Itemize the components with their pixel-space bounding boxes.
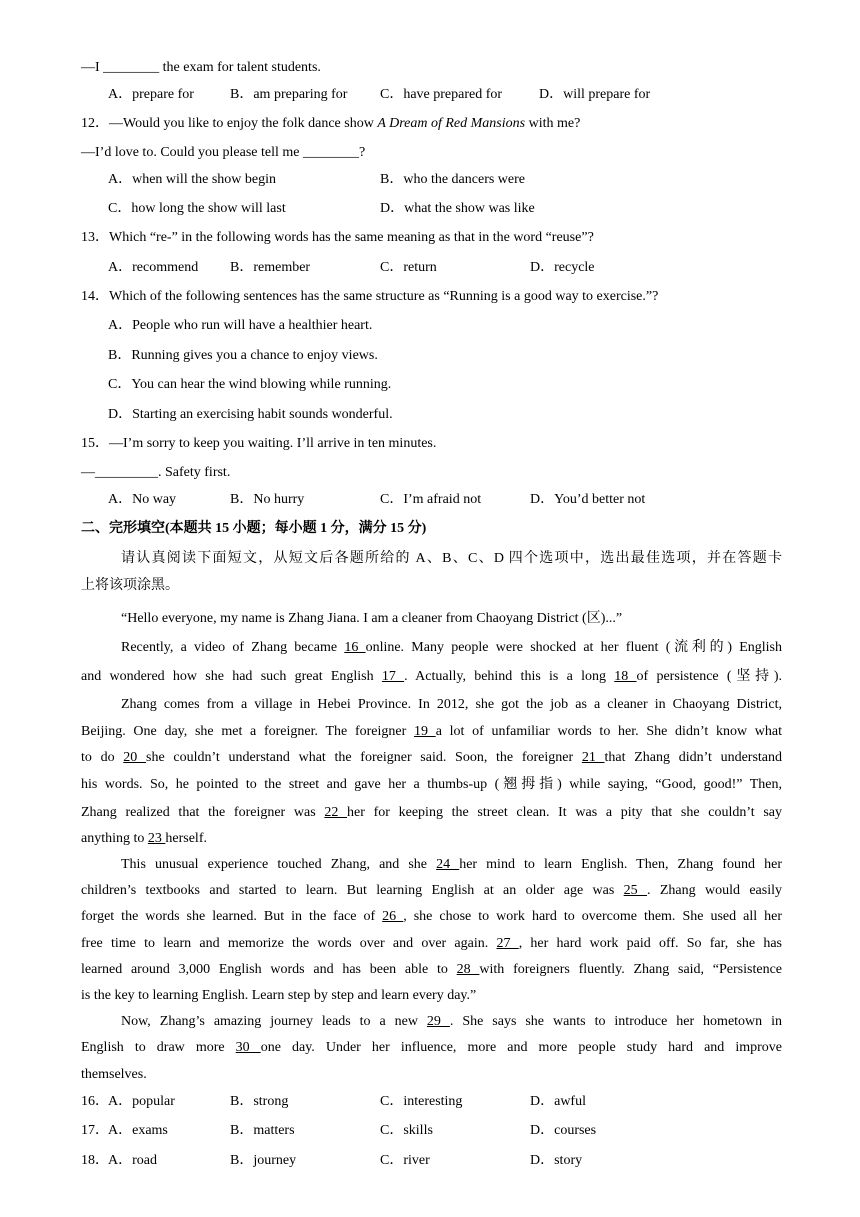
question-number: 17．	[81, 1123, 109, 1138]
q12-show-title: A Dream of Red Mansions	[377, 116, 526, 131]
question-number: 16．	[81, 1094, 109, 1109]
q13-option-b: B．remember	[230, 260, 311, 275]
blank-27: 27	[496, 936, 519, 951]
q13-option-d: D．recycle	[530, 260, 595, 275]
option-d: D．courses	[530, 1123, 597, 1138]
blank-29: 29	[426, 1014, 450, 1029]
blank-25: 25	[623, 883, 648, 898]
blank-19: 19	[413, 724, 436, 739]
passage-line: themselves.	[81, 1067, 147, 1082]
passage-line: his words. So, he pointed to the street and gave her a thumbs-up (翘拇指) while saying, “Good, good!” Then,	[81, 777, 782, 792]
q13-option-c: C．return	[380, 260, 437, 275]
q11-option-a: A．prepare for	[108, 87, 194, 102]
option-b: B．journey	[230, 1153, 297, 1168]
q12-option-d: D．what the show was like	[380, 201, 535, 216]
q14-option-d: D．Starting an exercising habit sounds wonderful.	[108, 407, 393, 422]
blank-21: 21	[581, 750, 605, 765]
q11-option-d: D．will prepare for	[539, 87, 651, 102]
q11-option-b: B．am preparing for	[230, 87, 348, 102]
option-c: C．interesting	[380, 1094, 463, 1109]
option-b: B．matters	[230, 1123, 295, 1138]
option-d: D．story	[530, 1153, 583, 1168]
passage-line: Zhang comes from a village in Hebei Province. In 2012, she got the job as a cleaner in Chaoyang District,	[121, 697, 782, 712]
blank-24: 24	[436, 857, 460, 872]
passage-line: is the key to learning English. Learn step by step and learn every day.”	[81, 988, 477, 1003]
q15-option-c: C．I’m afraid not	[380, 492, 482, 507]
passage-line: Now, Zhang’s amazing journey leads to a new 29 . She says she wants to introduce her hometown in	[121, 1014, 783, 1029]
q12-answer-line: —I’d love to. Could you please tell me ________?	[81, 145, 366, 160]
q15-stem: 15．—I’m sorry to keep you waiting. I’ll arrive in ten minutes.	[81, 436, 437, 451]
passage-line: and wondered how she had such great English 17 . Actually, behind this is a long 18 of persistence (坚持).	[81, 669, 782, 684]
q12-option-b: B．who the dancers were	[380, 172, 526, 187]
option-a: A．exams	[108, 1123, 168, 1138]
q15-answer-line: —_________. Safety first.	[81, 465, 231, 480]
q12-option-c: C．how long the show will last	[108, 201, 286, 216]
passage-line: children’s textbooks and started to learn. But learning English at an older age was 25 . Zhang would easily	[81, 883, 782, 898]
blank-20: 20	[123, 750, 146, 765]
passage-opening: “Hello everyone, my name is Zhang Jiana. I am a cleaner from Chaoyang District (区)...”	[121, 611, 623, 626]
passage-line: English to draw more 30 one day. Under her influence, more and more people study hard and improve	[81, 1040, 783, 1055]
passage-line: anything to 23 herself.	[81, 831, 207, 846]
q14-option-c: C．You can hear the wind blowing while running.	[108, 377, 392, 392]
passage-line: learned around 3,000 English words and has been able to 28 with foreigners fluently. Zhang said, “Persistence	[81, 962, 782, 977]
blank-28: 28	[456, 962, 480, 977]
blank-26: 26	[382, 909, 404, 924]
q11-option-c: C．have prepared for	[380, 87, 503, 102]
question-number: 18．	[81, 1153, 109, 1168]
q12-stem	[81, 115, 580, 133]
option-b: B．strong	[230, 1094, 289, 1109]
blank-22: 22	[324, 805, 348, 820]
q12-option-a: A．when will the show begin	[108, 172, 276, 187]
q15-option-b: B．No hurry	[230, 492, 305, 507]
blank-23: 23	[147, 831, 166, 846]
q13-stem: 13．Which “re-” in the following words has the same meaning as that in the word “reuse”?	[81, 230, 594, 245]
q13-option-a: A．recommend	[108, 260, 199, 275]
q14-stem: 14．Which of the following sentences has the same structure as “Running is a good way to exercise.”?	[81, 289, 659, 304]
q15-option-a: A．No way	[108, 492, 177, 507]
option-c: C．river	[380, 1153, 430, 1168]
blank-30: 30	[235, 1040, 261, 1055]
option-d: D．awful	[530, 1094, 586, 1109]
passage-line: Recently, a video of Zhang became 16 online. Many people were shocked at her fluent (流利的) English	[121, 640, 783, 655]
section-instructions-line2: 上将该项涂黑。	[81, 578, 179, 593]
passage-line: Zhang realized that the foreigner was 22 her for keeping the street clean. It was a pity that she couldn’t say	[81, 805, 782, 820]
passage-line: forget the words she learned. But in the face of 26 , she chose to work hard to overcome them. She used all her	[81, 909, 783, 924]
blank-18: 18	[614, 669, 637, 684]
option-a: A．road	[108, 1153, 157, 1168]
passage-line: to do 20 she couldn’t understand what the foreigner said. Soon, the foreigner 21 that Zhang didn’t understand	[81, 750, 783, 765]
q11-answer-line: —I ________ the exam for talent students.	[81, 60, 321, 75]
option-c: C．skills	[380, 1123, 433, 1138]
blank-16: 16	[344, 640, 366, 655]
q12-stem-text: 12．—Would you like to enjoy the folk dance show	[81, 116, 378, 131]
q14-option-a: A．People who run will have a healthier heart.	[108, 318, 373, 333]
q14-option-b: B．Running gives you a chance to enjoy views.	[108, 348, 378, 363]
section-instructions-line1: 请认真阅读下面短文，从短文后各题所给的 A、B、C、D 四个选项中，选出最佳选项，并在答题卡	[121, 551, 782, 566]
section-title: 二、完形填空(本题共 15 小题；每小题 1 分，满分 15 分)	[81, 521, 427, 536]
blank-17: 17	[381, 669, 405, 684]
q15-option-d: D．You’d better not	[530, 492, 646, 507]
passage-line: Beijing. One day, she met a foreigner. The foreigner 19 a lot of unfamiliar words to her. She didn’t know what	[81, 724, 782, 739]
passage-line: This unusual experience touched Zhang, and she 24 her mind to learn English. Then, Zhang found her	[121, 857, 782, 872]
option-a: A．popular	[108, 1094, 175, 1109]
passage-line: free time to learn and memorize the words over and over again. 27 , her hard work paid off. So far, she has	[81, 936, 782, 951]
q12-stem-end: with me?	[525, 116, 581, 131]
